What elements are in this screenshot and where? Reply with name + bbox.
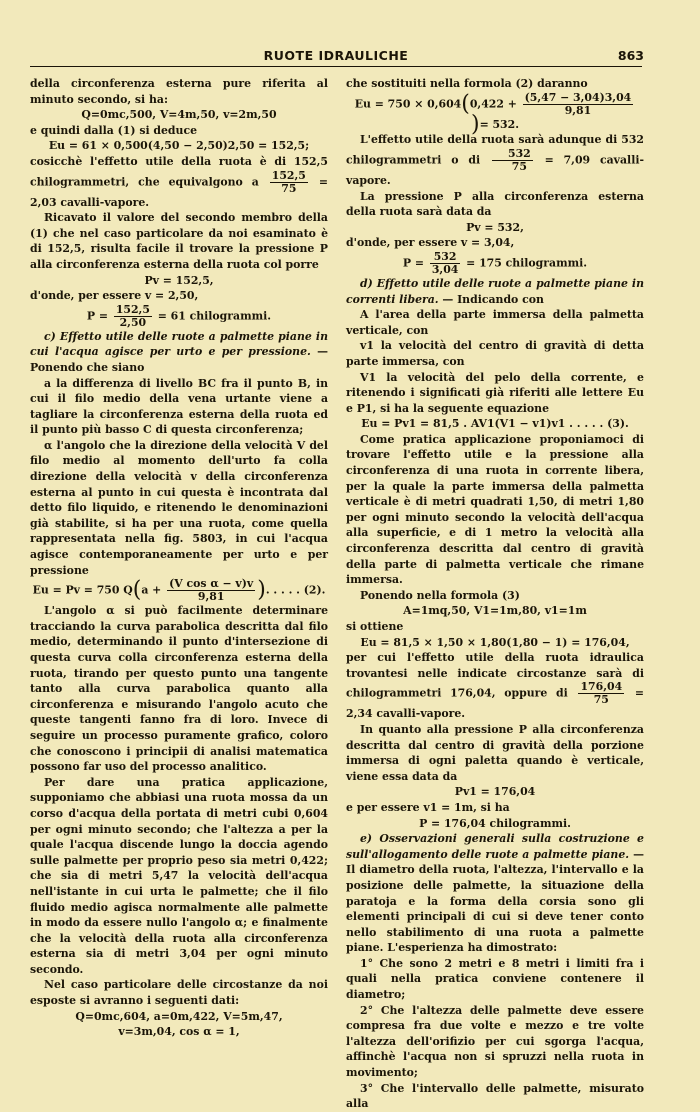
text-span: — Indicando con [438,292,544,306]
formula: Eu = 61 × 0,500(4,50 − 2,50)2,50 = 152,5; [48,139,310,153]
text-span: — Il diametro della ruota, l'altezza, l'intervallo e la posizione delle palmette, la situazione della paratoja e la forma della corsia sono gli elementi principali di cui si deve tener conto nello stabilimento di una ruota a palmette piane. L'esperienza ha dimostrato: [346,847,644,955]
page-number: 863 [617,48,644,63]
paragraph: A l'area della parte immersa della palmetta verticale, con [346,308,644,337]
paragraph: della circonferenza esterna pure riferita al minuto secondo, si ha: [30,77,328,106]
formula: v=3m,04, cos α = 1, [118,1025,240,1039]
text-span: L'effetto utile della ruota sarà adunque di 532 chilogrammetri o di [346,133,644,167]
fraction-numerator: (V cos α − v)v [169,577,254,591]
formula: P = 176,04 chilogrammi. [419,816,571,830]
running-title: RUOTE IDRAULICHE [263,48,409,63]
formula-3: Eu = Pv1 = 81,5 . AV1(V1 − v1)v1 . . . . . (3). [361,417,629,431]
list-item: 2° Che l'altezza delle palmette deve essere compresa fra due volte e mezzo e tre volte l'altezza dell'orifizio per cui sgorga l'acqua, affinchè l'acqua non si spruzzi nella ruota in movimento; [346,1003,644,1080]
formula: Pv = 152,5, [144,273,214,287]
text-span: P = [86,309,109,323]
paragraph: V1 la velocità del pelo della corrente, e ritenendo i significati già riferiti alle lettere Eu e P1, si ha la seguente equazione [346,370,644,415]
section-d-heading: d) Effetto utile delle ruote a palmette piane in correnti libera. [346,276,644,306]
fraction [430,251,461,276]
right-column [346,76,644,1112]
paragraph [346,132,644,188]
formula: Eu = 81,5 × 1,50 × 1,80(1,80 − 1) = 176,04, [360,635,630,649]
text-span: . . . . . (2). [265,583,326,597]
fraction-numerator: (5,47 − 3,04)3,04 [524,90,632,104]
formula: Pv = 532, [466,220,524,234]
paragraph: e quindi dalla (1) si deduce [30,123,198,137]
paren-close: ) [257,577,266,603]
paragraph: a la differenza di livello BC fra il punto B, in cui il filo medio della vena urtante viene a tagliare la circonferenza esterna della ruota ed il punto più basso C di questa circonferenza; [30,376,328,437]
paragraph: che sostituiti nella formola (2) daranno [346,77,588,90]
paragraph: si ottiene [346,620,404,634]
formula [346,251,644,276]
text-span: P = [402,256,425,270]
fraction-numerator: 152,5 [115,302,150,316]
text-span: = 2,03 cavalli-vapore. [30,175,329,209]
fraction-denominator: 9,81 [197,590,225,604]
running-header [30,46,642,67]
formula: Q=0mc,604, a=0m,422, V=5m,47, [75,1009,283,1023]
paragraph: La pressione P alla circonferenza esterna della ruota sarà data da [346,189,644,219]
fraction [114,304,152,329]
fraction [270,170,308,195]
text-span: = 532. [479,117,520,131]
fraction [578,681,624,706]
fraction-denominator: 75 [593,693,609,707]
section-e-heading: e) Osservazioni generali sulla costruzione e sull'allogamento delle ruote a palmette piane. [346,832,644,861]
paren-open: ( [461,91,470,117]
formula [30,304,328,329]
formula: Pv1 = 176,04 [454,785,536,799]
paragraph: In quanto alla pressione P alla circonferenza descritta dal centro di gravità della porzione immersa di ogni paletta quando è verticale, viene essa data da [346,722,644,783]
section-d-paragraph [346,276,644,307]
text-span: Eu = 750 × 0,604 [354,97,462,111]
fraction-numerator: 532 [430,251,461,264]
formula: Q=0mc,500, V=4m,50, v=2m,50 [81,108,277,122]
fraction-numerator: 152,5 [271,168,306,182]
paren-close: ) [470,111,480,137]
text-span: = 61 chilogrammi. [157,309,272,323]
fraction-numerator: 176,04 [580,680,623,694]
paragraph: Come pratica applicazione proponiamoci di trovare l'effetto utile e la pressione alla circonferenza di una ruota in corrente libera, per la quale la parte immersa della palmetta verticale è di metri quadrati 1,50, di metri 1,80 per ogni minuto secondo la velocità dell'acqua alla superficie, e di 1 metro la velocità alla circonferenza descritta dal centro di gravità della parte di palmetta verticale che rimane immersa. [346,432,644,587]
fraction-denominator: 2,50 [119,315,147,329]
paragraph [30,154,328,210]
paragraph: α l'angolo che la direzione della velocità V del filo medio al momento dell'urto fa colla direzione della velocità v della circonferenza esterna al punto in cui questa è incontrata dal detto filo liquido, e ritenendo le denominazioni già stabilite, si ha per una ruota, come quella rappresentata nella fig. 5803, in cui l'acqua agisce contemporaneamente per urto e per pressione [30,438,328,577]
list-item: 3° Che l'intervallo delle palmette, misurato alla [346,1081,644,1111]
fraction [523,92,634,117]
list-item: 1° Che sono 2 metri e 8 metri i limiti fra i quali nella pratica conviene contenere il diametro; [346,956,644,1002]
text-span: — Ponendo che siano [30,345,328,374]
fraction [492,148,533,173]
paragraph: Ponendo nella formola (3) [360,588,520,602]
text-span: = 2,34 cavalli-vapore. [346,686,644,721]
formula [346,90,644,137]
fraction [167,578,255,603]
paragraph: Ricavato il valore del secondo membro della (1) che nel caso particolare da noi esaminato è di 152,5, risulta facile il trovare la pressione P alla circonferenza esterna della ruota col porre [30,211,328,271]
section-e-paragraph [346,831,644,956]
paragraph: Nel caso particolare delle circostanze da noi esposte si avranno i seguenti dati: [30,978,328,1008]
fraction-denominator: 75 [281,181,297,195]
fraction-denominator: 75 [511,159,527,173]
section-c-heading: c) Effetto utile delle ruote a palmette piane in cui l'acqua agisce per urto e per pressione. [30,329,328,359]
fraction-denominator: 9,81 [564,103,592,117]
text-span: a + [141,583,162,597]
text-span: 0,422 + [469,97,517,111]
paren-open: ( [132,577,142,603]
paragraph [346,650,644,722]
paragraph: L'angolo α si può facilmente determinare tracciando la curva parabolica descritta dal filo medio, determinando il punto d'intersezione di questa curva colla circonferenza esterna della ruota, tirando per questo punto una tangente tanto alla curva parabolica quanto alla circonferenza e misurando l'angolo acuto che queste tangenti fanno fra di loro. Invece di seguire un processo puramente grafico, coloro che conoscono i principii di analisi matematica possono far uso del processo analitico. [30,604,328,774]
text-span: = 175 chilogrammi. [466,256,588,270]
paragraph: v1 la velocità del centro di gravità di detta parte immersa, con [346,339,644,368]
text-span: Eu = Pv = 750 Q [32,583,133,597]
text-span: cosicchè l'effetto utile della ruota è di 152,5 chilogrammetri, che equivalgono a [30,154,328,189]
formula-2 [30,578,328,603]
paragraph: Per dare una pratica applicazione, supponiamo che abbiasi una ruota mossa da un corso d'acqua della portata di metri cubi 0,604 per ogni minuto secondo; che l'altezza a per la quale l'acqua discende lungo la doccia agendo sulle palmette per proprio peso sia metri 0,422; che sia di metri 5,47 la velocità dell'acqua nell'istante in cui urta le palmette; che il filo fluido medio agisca normalmente alle palmette in modo da essere nullo l'angolo α; e finalmente che la velocità della ruota alla circonferenza esterna sia di metri 3,04 per ogni minuto secondo. [30,775,328,976]
fraction-denominator: 3,04 [431,262,459,276]
text-span: per cui l'effetto utile della ruota idraulica trovantesi nelle indicate circostanze sarà di chilogrammetri 176,04, oppure di [346,651,644,700]
paragraph: d'onde, per essere v = 2,50, [30,289,199,303]
left-column [30,76,328,1040]
fraction-numerator: 532 [492,148,533,161]
paragraph: e per essere v1 = 1m, si ha [346,800,510,814]
formula: A=1mq,50, V1=1m,80, v1=1m [403,604,587,618]
section-c-paragraph [30,329,328,376]
paragraph: d'onde, per essere v = 3,04, [346,236,515,250]
text-span: = 7,09 cavalli-vapore. [346,153,644,187]
